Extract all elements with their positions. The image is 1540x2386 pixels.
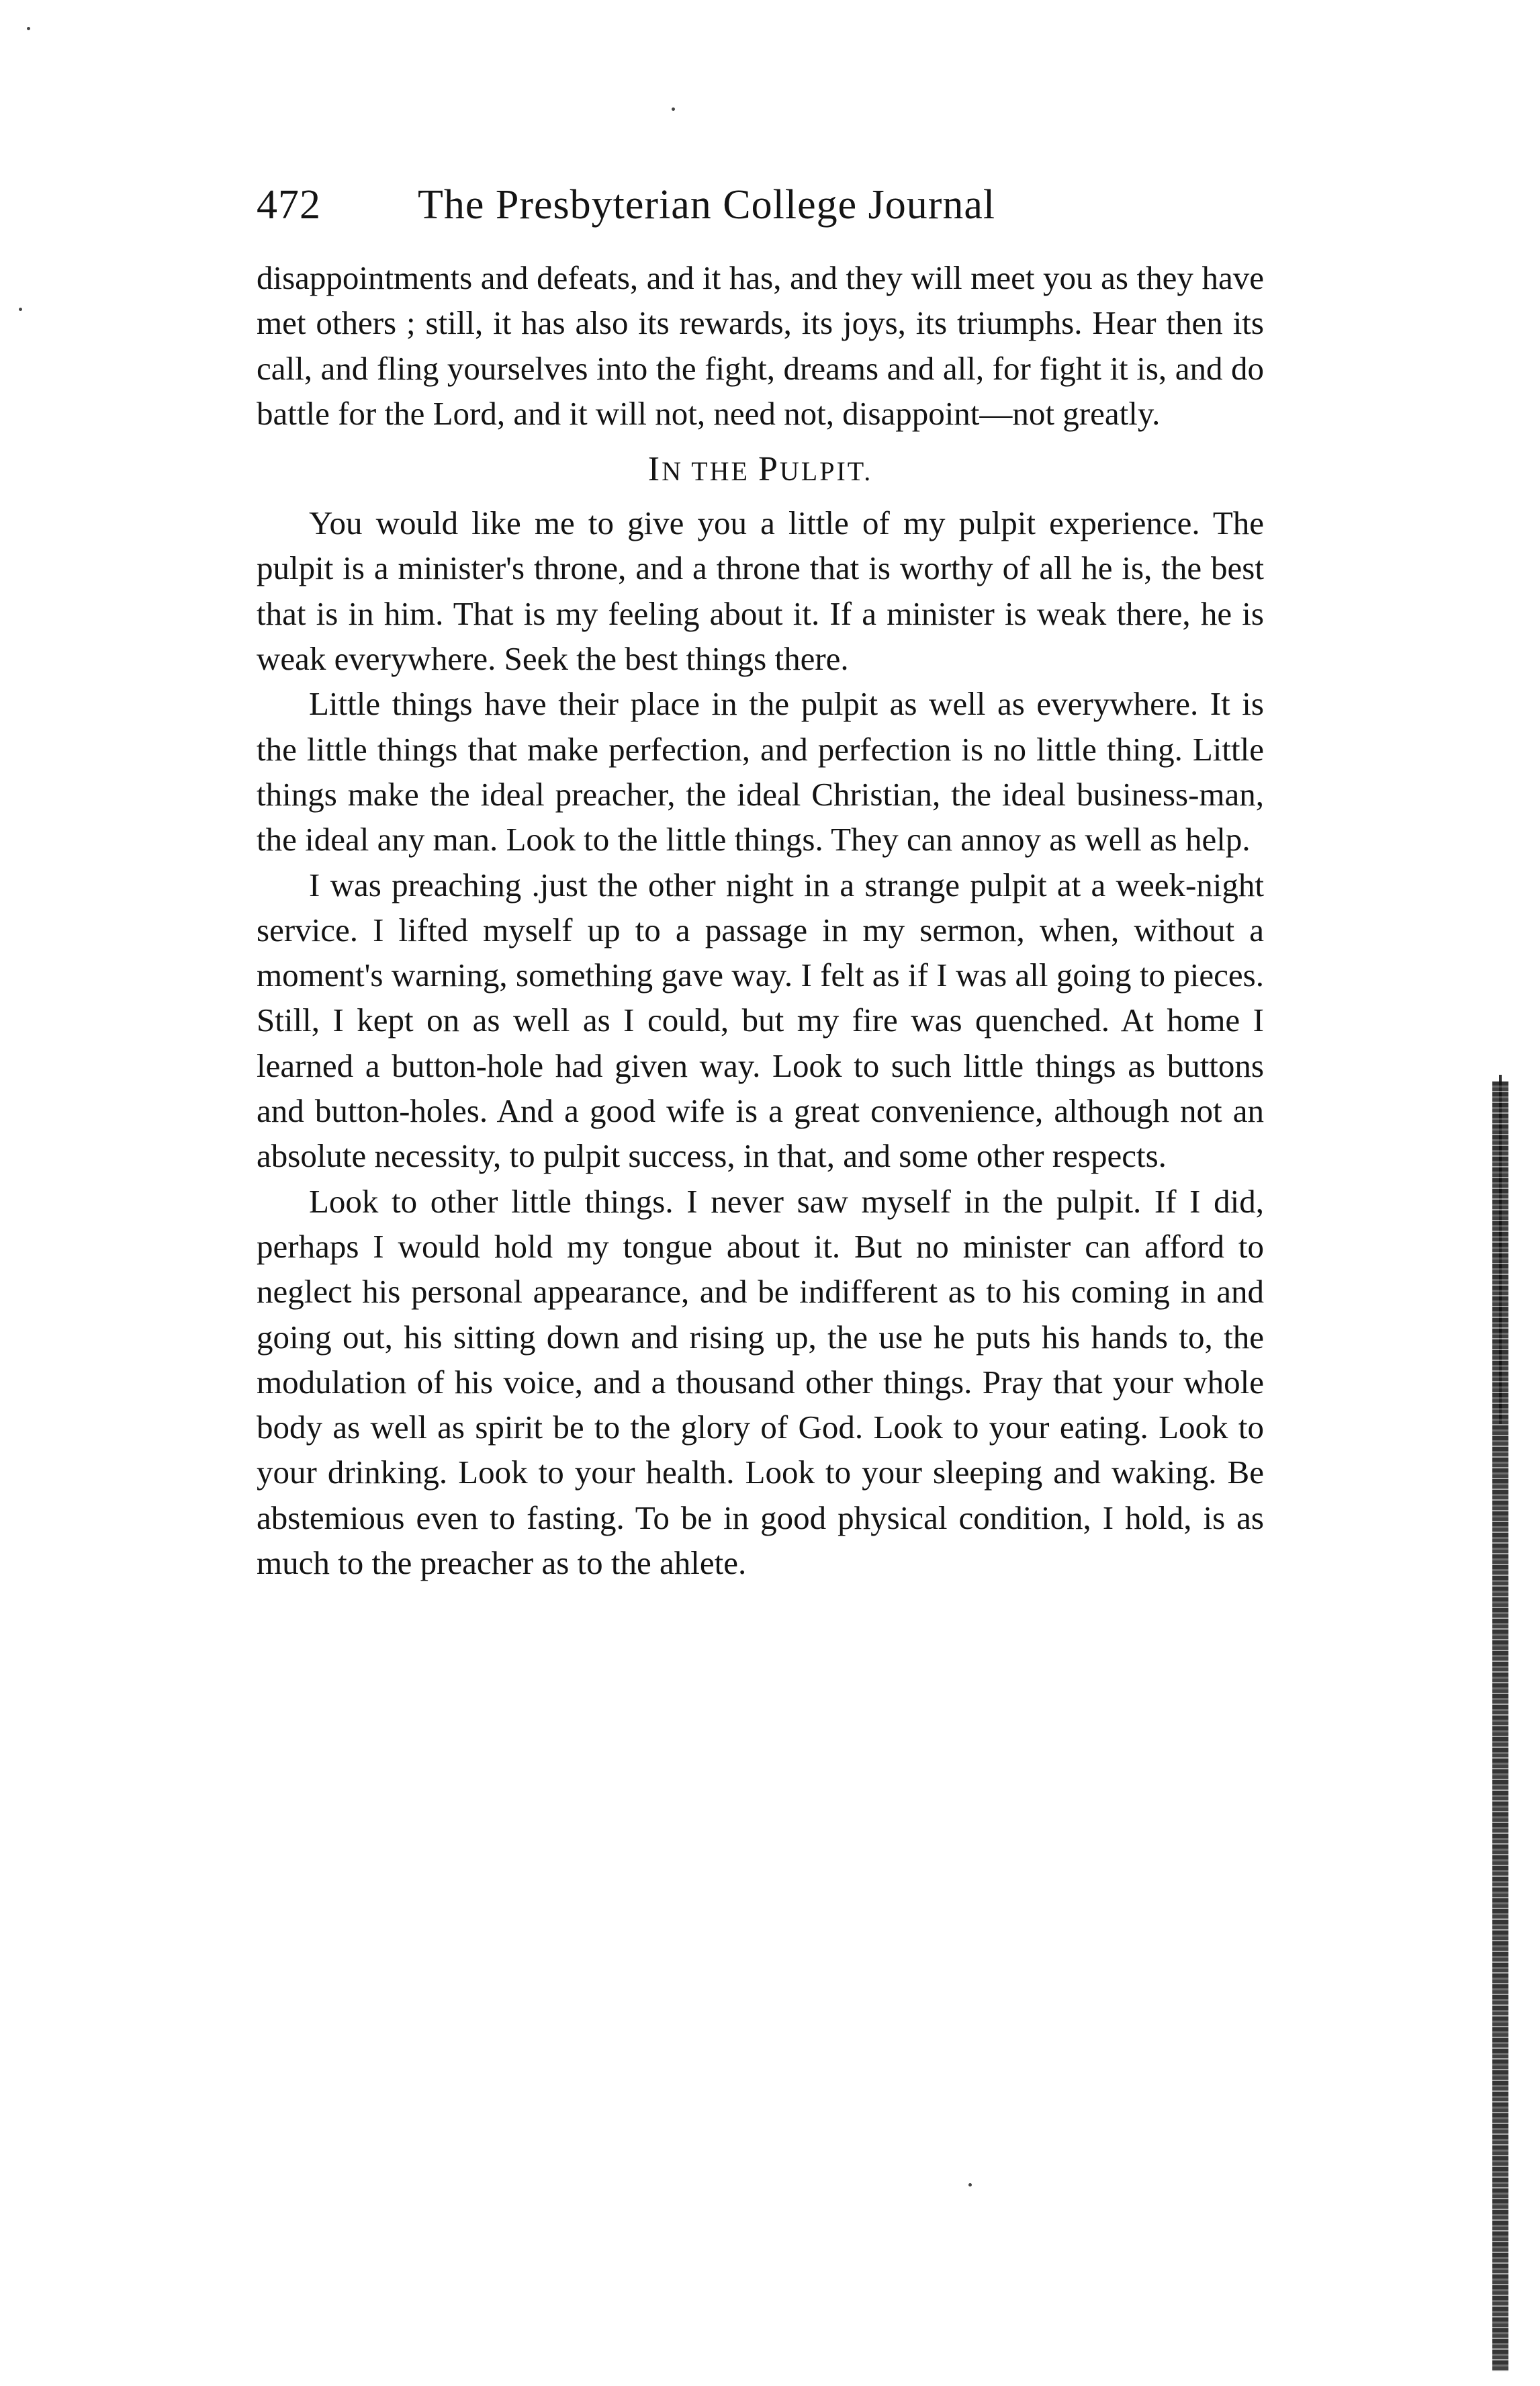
continued-paragraph: disappointments and defeats, and it has, and they will meet you as they have met others ; still, it has also its rewards, its joys, its triumphs. Hear then its call, and fling yourselves into the fight, dreams and all, for fight it is, and do battle for the Lord, and it will not, need not, disappoint—not greatly.	[257, 259, 1264, 432]
paragraph: I was preaching .just the other night in a strange pulpit at a week-night service. I lifted myself up to a passage in my sermon, when, without a moment's warning, something gave way. I felt as if I was all going to pieces. Still, I kept on as well as I could, but my fire was quenched. At home I learned a button-hole had given way. Look to such little things as buttons and button-holes. And a good wife is a great convenience, although not an absolute necessity, to pulpit success, in that, and some other respects.	[257, 866, 1264, 1175]
binding-edge-shadow	[1492, 1081, 1508, 2371]
paper-speck	[27, 27, 30, 30]
journal-page	[257, 181, 1264, 1585]
body-text	[257, 255, 1264, 1585]
paragraph: You would like me to give you a little of my pulpit experience. The pulpit is a minister's throne, and a throne that is worthy of all he is, the best that is in him. That is my feeling about it. If a minister is weak there, he is weak everywhere. Seek the best things there.	[257, 504, 1264, 678]
heading-initial: I	[647, 450, 662, 489]
paper-speck	[968, 2183, 972, 2186]
heading-small-caps: ULPIT.	[779, 456, 873, 487]
paragraph: Little things have their place in the pulpit as well as everywhere. It is the little things that make perfection, and perfection is no little thing. Little things make the ideal preacher, the ideal Christian, the ideal business-man, the ideal any man. Look to the little things. They can annoy as well as help.	[257, 685, 1264, 858]
section-heading	[257, 448, 1264, 491]
paragraph: Look to other little things. I never saw myself in the pulpit. If I did, perhaps I would hold my tongue about it. But no minister can afford to neglect his personal appearance, and be indifferent as to his coming in and going out, his sitting down and rising up, the use he puts his hands to, the modulation of his voice, and a thousand other things. Pray that your whole body as well as spirit be to the glory of God. Look to your eating. Look to your drinking. Look to your health. Look to your sleeping and waking. Be abstemious even to fasting. To be in good physical condition, I hold, is as much to the preacher as to the ahlete.	[257, 1182, 1264, 1582]
running-header	[257, 181, 1264, 255]
page-number: 472	[257, 182, 321, 228]
heading-initial: P	[758, 450, 780, 489]
paper-speck	[672, 107, 675, 111]
heading-small-caps: N THE	[662, 456, 758, 487]
running-title: The Presbyterian College Journal	[418, 182, 996, 228]
paper-speck	[19, 308, 22, 311]
